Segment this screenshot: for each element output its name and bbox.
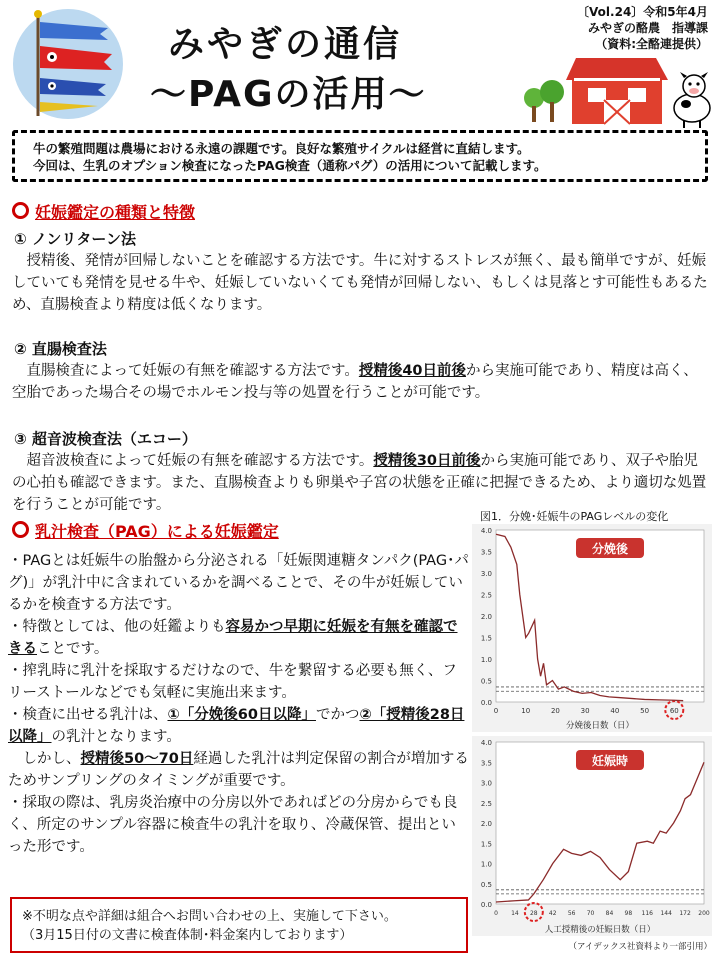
- x-tick-label: 20: [550, 707, 560, 715]
- x-tick-label: 70: [586, 910, 595, 917]
- department: みやぎの酪農 指導課: [587, 21, 708, 35]
- y-tick-label: 2.0: [480, 820, 492, 828]
- carp-streamer-logo: [8, 6, 128, 122]
- y-tick-label: 3.5: [480, 548, 492, 557]
- y-tick-label: 1.0: [480, 656, 492, 664]
- method2-text: 直腸検査によって妊娠の有無を確認する方法です。授精後40日前後から実施可能であり、精度は高く、空胎であった場合その場でホルモン投与等の処置を行うことが可能です。: [12, 363, 698, 401]
- x-tick-label: 172: [679, 910, 691, 917]
- x-axis-label: 分娩後日数（日）: [565, 721, 635, 731]
- page-title-line1: みやぎの通信: [168, 24, 403, 65]
- contact-note: [10, 897, 468, 953]
- issue-meta: [577, 4, 708, 52]
- method3-text: 超音波検査によって妊娠の有無を確認する方法です。授精後30日前後から実施可能であり、双子や胎児の心拍も確認できます。また、直腸検査よりも卵巣や子宮の状態を正確に把握できるため、より適切な処置を行うことが可能です。: [12, 453, 707, 513]
- x-tick-label: 144: [660, 910, 672, 917]
- circle-bullet-icon: [12, 521, 29, 538]
- x-tick-label: 30: [580, 707, 590, 715]
- x-tick-label: 84: [605, 910, 614, 917]
- pag-p4: ・検査に出せる乳汁は、①「分娩後60日以降」でかつ②「授精後28日以降」の乳汁となります。: [8, 707, 465, 745]
- intro-box: [12, 130, 708, 182]
- x-tick-label: 40: [610, 707, 620, 715]
- method1-title: ① ノンリターン法: [14, 230, 137, 248]
- page-title-line2: ～PAGの活用～: [150, 74, 427, 115]
- y-tick-label: 3.0: [480, 779, 492, 788]
- method3-highlight: 授精後30日前後: [373, 453, 481, 469]
- y-tick-label: 2.5: [480, 591, 492, 600]
- method2-title: ② 直腸検査法: [14, 340, 107, 358]
- y-tick-label: 2.5: [480, 799, 492, 808]
- x-tick-label: 116: [641, 910, 653, 917]
- pag-p6: ・採取の際は、乳房炎治療中の分房以外であればどの分房からでも良く、所定のサンプル容器に検査牛の乳汁を取り、冷蔵保管、提出といった形です。: [8, 795, 458, 855]
- method2-highlight: 授精後40日前後: [358, 363, 467, 379]
- y-tick-label: 1.5: [480, 840, 492, 849]
- pag-p3: ・搾乳時に乳汁を採取するだけなので、牛を繋留する必要も無く、フリーストールなどでも気軽に実施出来ます。: [8, 663, 457, 701]
- y-tick-label: 4.0: [480, 739, 492, 747]
- note-line1: ※不明な点や詳細は組合へお問い合わせの上、実施して下さい。: [22, 909, 397, 924]
- x-tick-label: 56: [567, 910, 576, 917]
- intro-line1: 牛の繁殖問題は農場における永遠の課題です。良好な繁殖サイクルは経営に直結します。: [33, 141, 530, 156]
- section2-heading: 乳汁検査（PAG）による妊娠鑑定: [12, 519, 279, 542]
- postpartum-pag-chart: [472, 524, 712, 732]
- method3-title: ③ 超音波検査法（エコー）: [14, 430, 197, 448]
- source-note: （資料:全酪連提供）: [595, 37, 708, 51]
- y-tick-label: 0.5: [480, 880, 492, 889]
- intro-line2: 今回は、生乳のオプション検査になったPAG検査（通称パグ）の活用について記載します。: [33, 158, 547, 173]
- barn-illustration: [516, 50, 716, 128]
- pag-description: [8, 550, 470, 858]
- note-line2: （3月15日付の文書に検査体制･料金案内しております）: [22, 928, 353, 943]
- figure-source: （アイデックス社資料より一部引用）: [568, 942, 712, 952]
- y-tick-label: 1.0: [480, 860, 492, 869]
- x-tick-label: 28: [529, 910, 538, 917]
- pag-p2: ・特徴としては、他の妊鑑よりも容易かつ早期に妊娠を有無を確認できることです。: [8, 619, 458, 657]
- y-tick-label: 0.0: [480, 699, 492, 707]
- x-tick-label: 42: [548, 910, 557, 917]
- x-tick-label: 50: [640, 707, 650, 715]
- x-tick-label: 98: [624, 910, 633, 917]
- x-tick-label: 10: [521, 707, 531, 715]
- x-tick-label: 14: [511, 910, 519, 917]
- figure-title: 図1．分娩･妊娠牛のPAGレベルの変化: [480, 510, 669, 523]
- x-tick-label: 200: [698, 910, 710, 917]
- x-tick-label: 0: [493, 707, 499, 715]
- x-tick-label: 0: [494, 910, 498, 917]
- pag-p1: ・PAGとは妊娠牛の胎盤から分泌される「妊娠関連糖タンパク(PAG･パグ)」が乳汁中に含まれているかを調べることで、その牛が妊娠しているかを検査する方法です。: [8, 553, 469, 613]
- chart-badge-title: 妊娠時: [591, 754, 629, 768]
- y-tick-label: 1.5: [480, 634, 492, 643]
- y-tick-label: 3.0: [480, 570, 492, 578]
- volume-date: 〔Vol.24〕令和5年4月: [577, 5, 708, 19]
- pag-p5: しかし、授精後50～70日経過した乳汁は判定保留の割合が増加するためサンプリングのタイミングが重要です。: [8, 751, 469, 789]
- y-tick-label: 2.0: [480, 613, 492, 621]
- y-tick-label: 0.5: [480, 677, 492, 686]
- chart-badge-title: 分娩後: [591, 542, 629, 556]
- section1-heading: 妊娠鑑定の種類と特徴: [12, 200, 195, 223]
- y-tick-label: 0.0: [480, 901, 492, 909]
- y-tick-label: 4.0: [480, 527, 492, 535]
- circle-bullet-icon: [12, 202, 29, 219]
- method1-text: 授精後、発情が回帰しないことを確認する方法です。牛に対するストレスが無く、最も簡単ですが、妊娠していても発情を見せる牛や、妊娠していないくても発情が回帰しない、もしくは見落とす可能性もあるため、直腸検査より精度は低くなります。: [12, 253, 708, 313]
- pregnancy-pag-chart: [472, 736, 712, 936]
- x-tick-label: 60: [669, 707, 679, 715]
- x-axis-label: 人工授精後の妊娠日数（日）: [544, 925, 656, 935]
- y-tick-label: 3.5: [480, 759, 492, 768]
